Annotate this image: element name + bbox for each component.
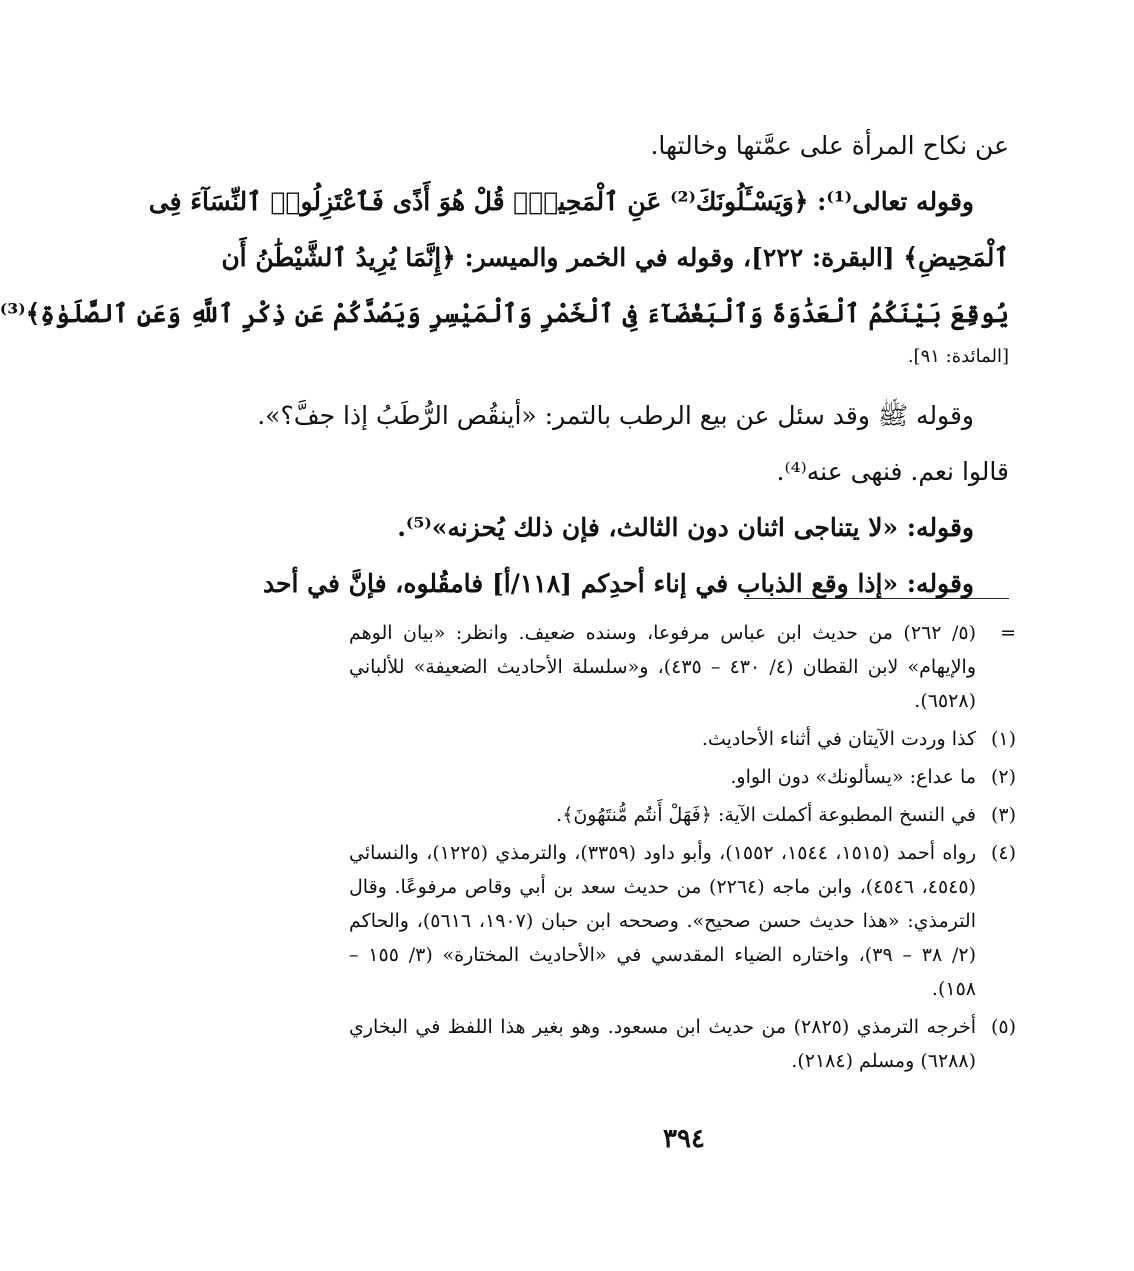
footnote-number: =: [1000, 622, 1016, 644]
footnote-4: [349, 836, 1016, 1006]
body-line-9: وقوله: «إذا وقع الذباب في إناء أحدِكم [١١٨/أ] فامقُلوه، فإنَّ في أحد: [262, 569, 974, 598]
body-line-5: [المائدة: ٩١].: [907, 346, 1009, 367]
footnote-number: (٤): [990, 842, 1016, 864]
footnote-text: كذا وردت الآيتان في أثناء الأحاديث.: [701, 728, 976, 750]
page-number: ٣٩٤: [663, 1124, 705, 1154]
footnote-number: (١): [990, 728, 1016, 750]
footnote-text: في النسخ المطبوعة أكملت الآية: ﴿فَهَلْ أَنتُم مُّنتَهُونَ﴾.: [556, 804, 976, 826]
body-line-8: وقوله: «لا يتناجى اثنان دون الثالث، فإن ذلك يُحزنه»⁽⁵⁾.: [397, 513, 974, 542]
body-line-7: قالوا نعم. فنهى عنه⁽⁴⁾.: [776, 457, 1009, 486]
footnote-text: أخرجه الترمذي (٢٨٢٥) من حديث ابن مسعود. وهو بغير هذا اللفظ في البخاري (٦٢٨٨) ومسلم (٢١٨٤).: [349, 1016, 976, 1072]
footnote-number: (٥): [990, 1016, 1016, 1038]
footnote-continued: [349, 616, 1016, 718]
footnote-text: رواه أحمد (١٥١٥، ١٥٤٤، ١٥٥٢)، وأبو داود (٣٣٥٩)، والترمذي (١٢٢٥)، والنسائي (٤٥٤٥، ٤٥٤٦)، وابن ماجه (٢٢٦٤) من حديث سعد بن أبي وقاص مرفوعًا. وقال الترمذي: «هذا حديث حسن صحيح». وصححه ابن حبان (١٩٠٧، ٥٦١٦)، والحاكم (٢/ ٣٨ – ٣٩)، واختاره الضياء المقدسي في «الأحاديث المختارة» (٣/ ١٥٥ – ١٥٨).: [349, 842, 977, 1000]
footnote-text: ما عداع: «يسألونك» دون الواو.: [730, 766, 976, 788]
body-line-1: عن نكاح المرأة على عمَّتها وخالتها.: [650, 131, 1009, 160]
body-line-6: وقوله ﷺ وقد سئل عن بيع الرطب بالتمر: «أينقُص الرُّطَبُ إذا جفَّ؟».: [257, 401, 974, 430]
footnote-number: (٢): [990, 766, 1016, 788]
body-line-4: يُوقِعَ بَيْنَكُمُ ٱلْعَدَٰوَةَ وَٱلْبَغْضَآءَ فِى ٱلْخَمْرِ وَٱلْمَيْسِرِ وَيَصُدَّكُمْ عَن ذِكْرِ ٱللَّهِ وَعَنِ ٱلصَّلَوٰةِ﴾⁽³⁾: [0, 299, 1009, 328]
footnote-1: [349, 722, 1016, 756]
footnote-3: [349, 798, 1016, 832]
body-line-2: وقوله تعالى⁽¹⁾: ﴿وَيَسْـَٔلُونَكَ⁽²⁾ عَنِ ٱلْمَحِيضِۖ قُلْ هُوَ أَذًى فَٱعْتَزِلُوا۟ ٱلنِّسَآءَ فِى: [148, 187, 974, 216]
footnote-2: [349, 760, 1016, 794]
main-text: [0, 118, 1009, 612]
footnote-5: [349, 1010, 1016, 1078]
footnote-text: (٥/ ٢٦٢) من حديث ابن عباس مرفوعا، وسنده ضعيف. وانظر: «بيان الوهم والإيهام» لابن القطان (٤/ ٤٣٠ – ٤٣٥)، و«سلسلة الأحاديث الضعيفة» للألباني (٦٥٢٨).: [349, 622, 977, 712]
body-line-3: ٱلْمَحِيضِ﴾ [البقرة: ٢٢٢]، وقوله في الخمر والميسر: ﴿إِنَّمَا يُرِيدُ ٱلشَّيْطَٰنُ أَن: [221, 243, 1009, 272]
footnote-separator: [744, 598, 1009, 599]
footnote-number: (٣): [990, 804, 1016, 826]
footnotes: [349, 616, 1016, 1082]
